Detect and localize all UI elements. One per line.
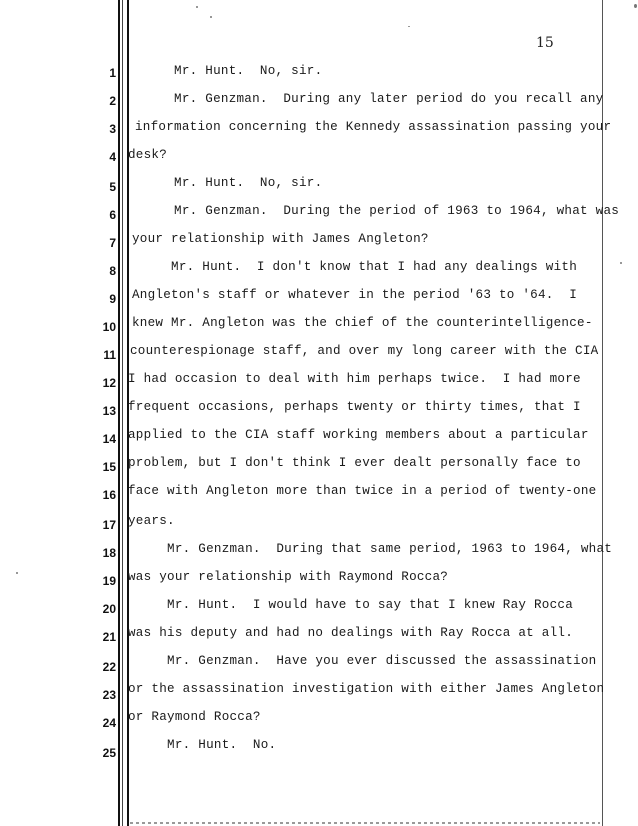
- transcript-line: or the assassination investigation with either James Angleton: [128, 682, 605, 696]
- line-number: 9: [109, 292, 116, 306]
- transcript-line: knew Mr. Angleton was the chief of the counterintelligence-: [132, 316, 593, 330]
- line-number: 15: [102, 460, 116, 474]
- line-number: 16: [102, 488, 116, 502]
- line-number: 13: [102, 404, 116, 418]
- line-number: 3: [109, 122, 116, 136]
- transcript-line: frequent occasions, perhaps twenty or thirty times, that I: [128, 400, 581, 414]
- transcript-line: face with Angleton more than twice in a period of twenty-one: [128, 484, 597, 498]
- transcript-line: Mr. Genzman. During the period of 1963 to 1964, what was: [135, 204, 620, 218]
- line-number: 12: [102, 376, 116, 390]
- transcript-line: or Raymond Rocca?: [128, 710, 261, 724]
- line-number: 20: [102, 602, 116, 616]
- transcript-line: Mr. Hunt. No.: [128, 738, 277, 752]
- line-number: 2: [109, 94, 116, 108]
- transcript-line: your relationship with James Angleton?: [132, 232, 429, 246]
- transcript-line: Mr. Genzman. Have you ever discussed the assassination: [128, 654, 597, 668]
- line-number: 14: [102, 432, 116, 446]
- line-number: 4: [109, 150, 116, 164]
- transcript-line: years.: [128, 514, 175, 528]
- transcript-line: problem, but I don't think I ever dealt personally face to: [128, 456, 581, 470]
- line-number: 11: [103, 348, 116, 362]
- scan-speck: [196, 6, 198, 8]
- transcript-line: Mr. Genzman. During any later period do you recall any: [135, 92, 604, 106]
- line-number: 18: [102, 546, 116, 560]
- line-number: 1: [109, 66, 116, 80]
- scan-speck: [620, 262, 622, 264]
- line-number: 21: [102, 630, 116, 644]
- page-number: 15: [536, 35, 554, 51]
- transcript-line: Mr. Hunt. No, sir.: [135, 176, 323, 190]
- line-number: 25: [102, 746, 116, 760]
- transcript-line: I had occasion to deal with him perhaps twice. I had more: [128, 372, 581, 386]
- line-number: 17: [102, 518, 116, 532]
- transcript-line: Mr. Hunt. I would have to say that I knew Ray Rocca: [128, 598, 574, 612]
- transcript-line: Angleton's staff or whatever in the period '63 to '64. I: [132, 288, 578, 302]
- transcript-line: applied to the CIA staff working members about a particular: [128, 428, 589, 442]
- line-number: 8: [109, 264, 116, 278]
- transcript-line: information concerning the Kennedy assassination passing your: [135, 120, 612, 134]
- left-margin-rule: [118, 0, 120, 826]
- transcript-line: was his deputy and had no dealings with Ray Rocca at all.: [128, 626, 574, 640]
- line-number: 7: [109, 236, 116, 250]
- line-number: 19: [102, 574, 116, 588]
- transcript-line: desk?: [128, 148, 168, 162]
- line-number: 22: [102, 660, 116, 674]
- line-number: 10: [102, 320, 116, 334]
- scan-speck: [634, 4, 637, 8]
- scan-speck: [210, 16, 212, 18]
- bottom-scan-edge: [130, 822, 600, 824]
- line-number: 6: [109, 208, 116, 222]
- transcript-line: Mr. Hunt. I don't know that I had any dealings with: [132, 260, 578, 274]
- scan-speck: [408, 26, 410, 27]
- scan-speck: [16, 572, 18, 574]
- transcript-line: Mr. Hunt. No, sir.: [135, 64, 323, 78]
- line-number: 24: [102, 716, 116, 730]
- left-margin-rule-inner: [122, 0, 123, 826]
- transcript-line: counterespionage staff, and over my long career with the CIA: [130, 344, 599, 358]
- transcript-line: Mr. Genzman. During that same period, 1963 to 1964, what: [128, 542, 613, 556]
- transcript-line: was your relationship with Raymond Rocca?: [128, 570, 449, 584]
- line-number: 5: [109, 180, 116, 194]
- line-number: 23: [102, 688, 116, 702]
